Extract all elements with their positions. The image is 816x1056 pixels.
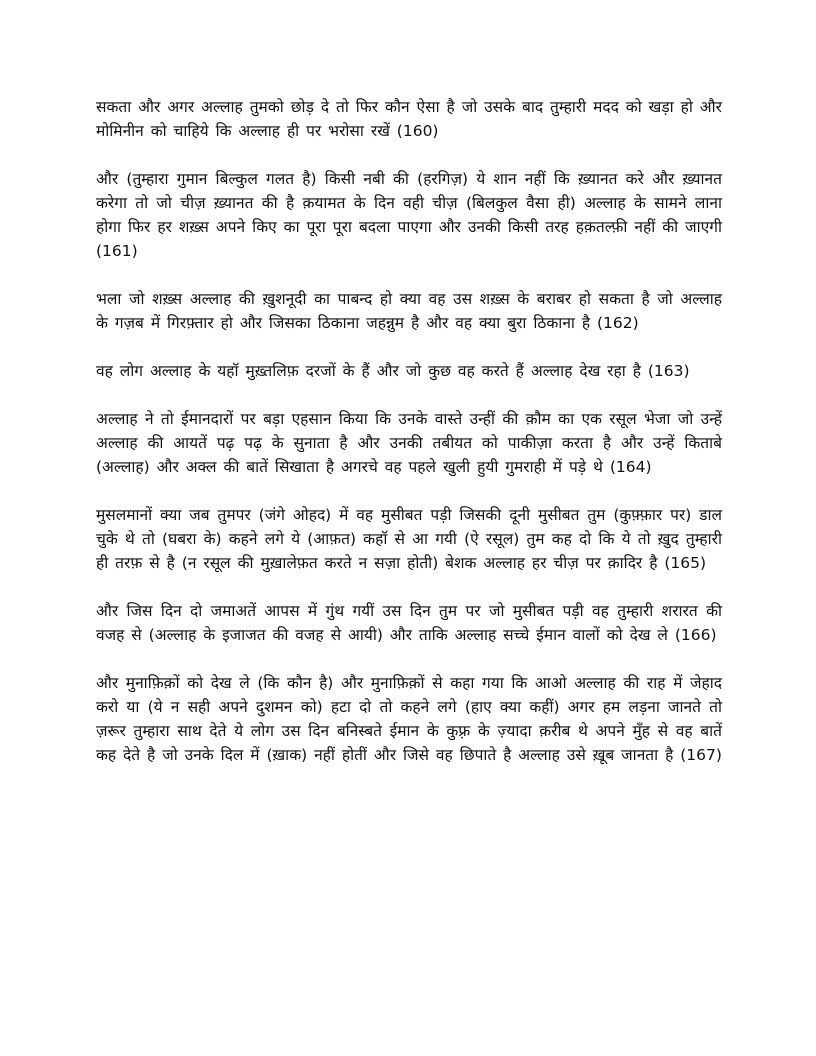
- document-body: [96, 95, 722, 791]
- paragraph-163: वह लोग अल्लाह के यहॉ मुख़्तलिफ़ दरजों के हैं और जो कुछ वह करते हैं अल्लाह देख रहा है (163): [96, 362, 690, 380]
- paragraph-167: और मुनाफ़िक़ों को देख ले (कि कौन है) और मुनाफ़िक़ों से कहा गया कि आओ अल्लाह की राह में जेहाद करो या (ये न सही अपने दुशमन को) हटा दो तो कहने लगे (हाए क्या कहीं) अगर हम लड़ना जानते तो ज़रूर तुम्हारा साथ देते ये लोग उस दिन बनिस्बते ईमान के कुफ़्र के ज़्यादा क़रीब थे अपने मुँह से वह बातें कह देते है जो उनके दिल में (ख़ाक) नहीं होतीं और जिसे वह छिपाते है अल्लाह उसे ख़ूब जानता है (167): [96, 674, 722, 764]
- paragraph-161: और (तुम्हारा गुमान बिल्कुल गलत है) किसी नबी की (हरगिज़) ये शान नहीं कि ख़्यानत करे और ख़्यानत करेगा तो जो चीज़ ख़्यानत की है क़यामत के दिन वही चीज़ (बिलकुल वैसा ही) अल्लाह के सामने लाना होगा फिर हर शख़्स अपने किए का पूरा पूरा बदला पाएगा और उनकी किसी तरह हक़तल्फ़ी नहीं की जाएगी (161): [96, 170, 722, 260]
- paragraph-164: अल्लाह ने तो ईमानदारों पर बड़ा एहसान किया कि उनके वास्ते उन्हीं की क़ौम का एक रसूल भेजा जो उन्हें अल्लाह की आयतें पढ़ पढ़ के सुनाता है और उनकी तबीयत को पाकीज़ा करता है और उन्हें किताबे (अल्लाह) और अक्ल की बातें सिखाता है अगरचे वह पहले खुली हुयी गुमराही में पड़े थे (164): [96, 410, 722, 476]
- paragraph-166: और जिस दिन दो जमाअतें आपस में गुंथ गयीं उस दिन तुम पर जो मुसीबत पड़ी वह तुम्हारी शरारत की वजह से (अल्लाह के इजाजत की वजह से आयी) और ताकि अल्लाह सच्चे ईमान वालों को देख ले (166): [96, 602, 722, 644]
- paragraph-165: मुसलमानों क्या जब तुमपर (जंगे ओहद) में वह मुसीबत पड़ी जिसकी दूनी मुसीबत तुम (कुफ़्फ़ार पर) डाल चुके थे तो (घबरा के) कहने लगे ये (आफ़त) कहॉ से आ गयी (ऐ रसूल) तुम कह दो कि ये तो ख़ुद तुम्हारी ही तरफ़ से है (न रसूल की मुख़ालेफ़त करते न सज़ा होती) बेशक अल्लाह हर चीज़ पर क़ादिर है (165): [96, 506, 722, 572]
- paragraph-160: सकता और अगर अल्लाह तुमको छोड़ दे तो फिर कौन ऐसा है जो उसके बाद तुम्हारी मदद को खड़ा हो और मोमिनीन को चाहिये कि अल्लाह ही पर भरोसा रखें (160): [96, 98, 722, 140]
- paragraph-162: भला जो शख़्स अल्लाह की ख़ुशनूदी का पाबन्द हो क्या वह उस शख़्स के बराबर हो सकता है जो अल्लाह के गज़ब में गिरफ़्तार हो और जिसका ठिकाना जहन्नुम है और वह क्या बुरा ठिकाना है (162): [96, 290, 722, 332]
